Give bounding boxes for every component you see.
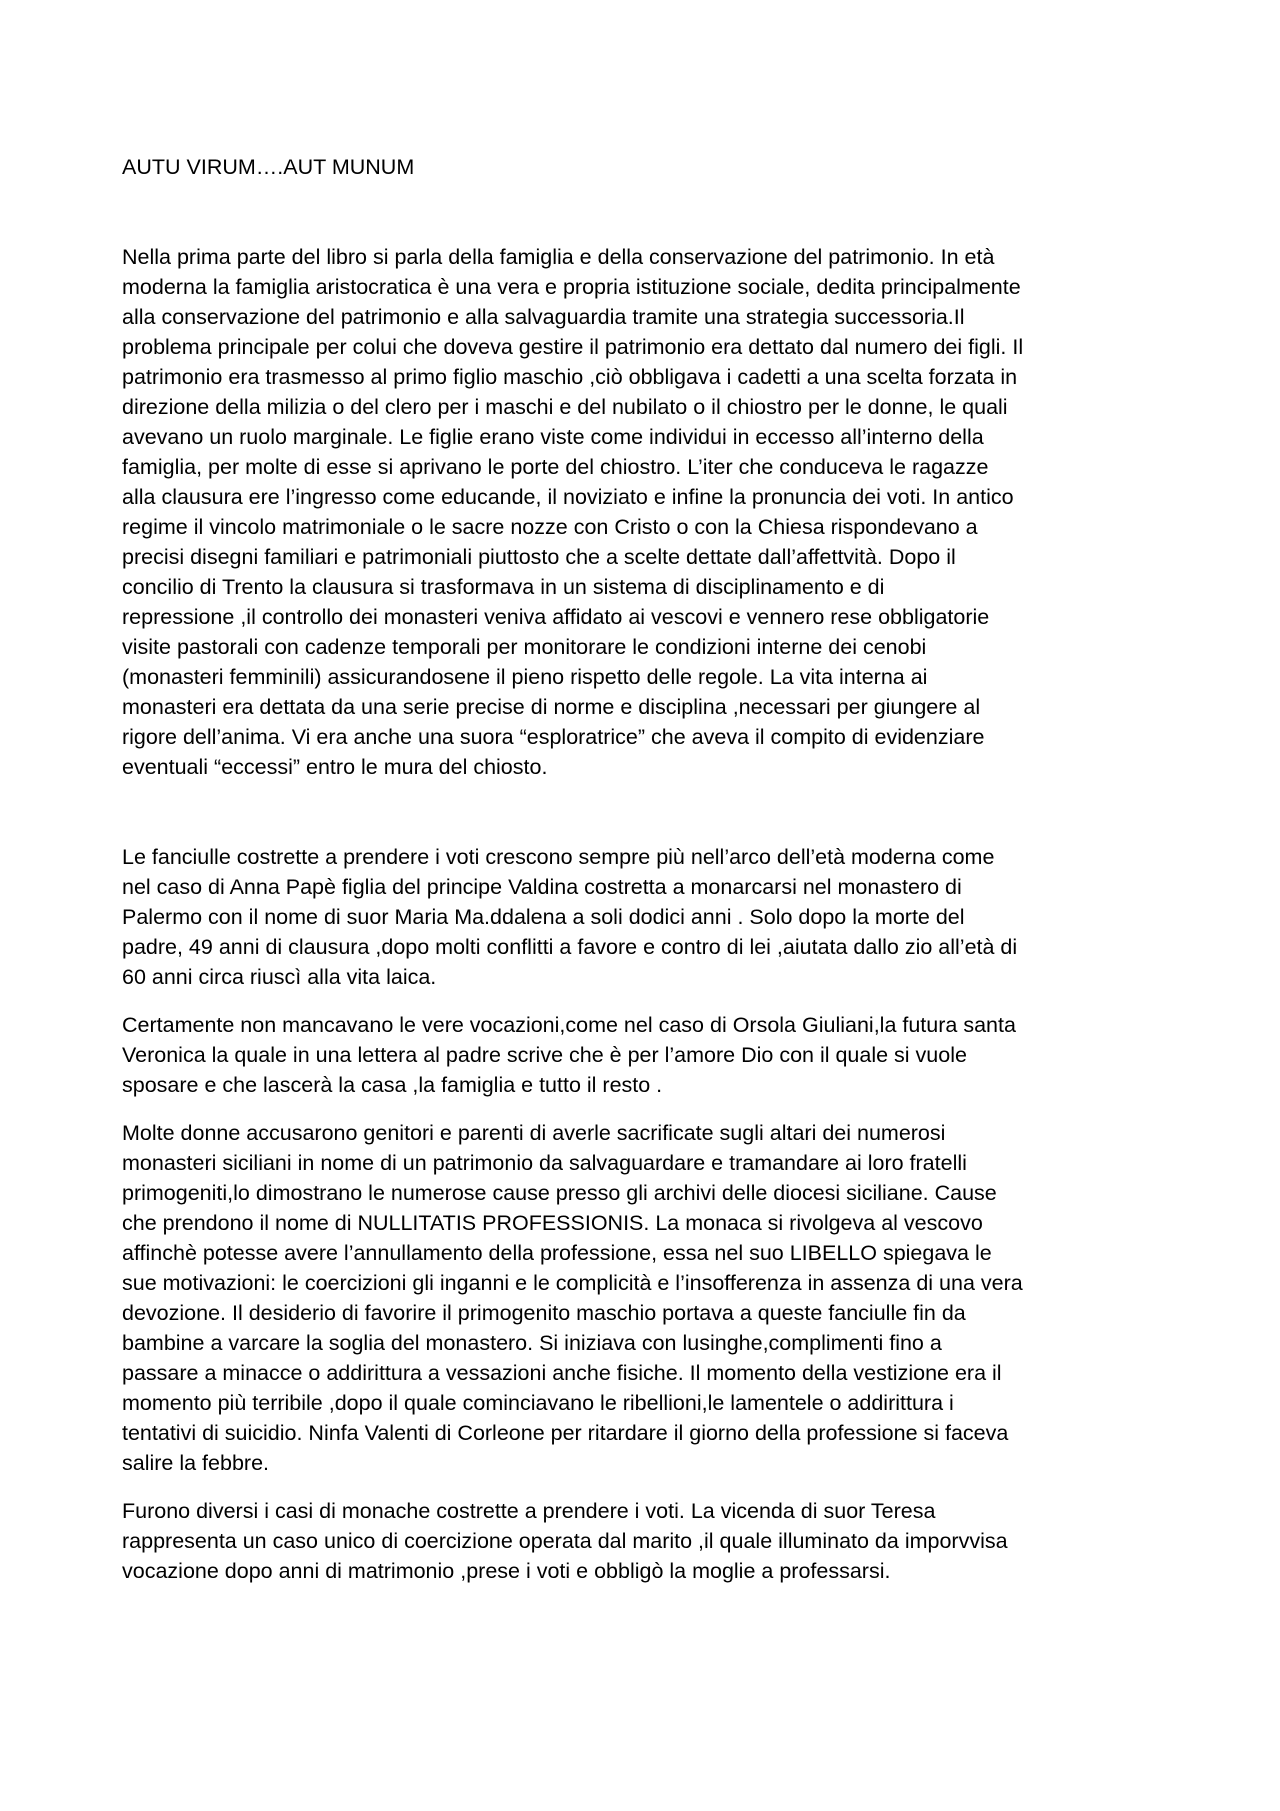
text-line: moderna la famiglia aristocratica è una vera e propria istituzione sociale, dedita principalmente bbox=[122, 275, 1021, 299]
text-line: avevano un ruolo marginale. Le figlie erano viste come individui in eccesso all’interno della bbox=[122, 425, 984, 449]
text-line: alla conservazione del patrimonio e alla salvaguardia tramite una strategia successoria.Il bbox=[122, 305, 965, 329]
text-line: Veronica la quale in una lettera al padre scrive che è per l’amore Dio con il quale si vuole bbox=[122, 1043, 967, 1067]
text-line: famiglia, per molte di esse si aprivano le porte del chiostro. L’iter che conduceva le ragazze bbox=[122, 455, 989, 479]
text-line: rappresenta un caso unico di coercizione operata dal marito ,il quale illuminato da imporvvisa bbox=[122, 1529, 1008, 1553]
text-line: tentativi di suicidio. Ninfa Valenti di Corleone per ritardare il giorno della professione si faceva bbox=[122, 1421, 1009, 1445]
text-line: Furono diversi i casi di monache costrette a prendere i voti. La vicenda di suor Teresa bbox=[122, 1499, 936, 1523]
text-line: Palermo con il nome di suor Maria Ma.ddalena a soli dodici anni . Solo dopo la morte del bbox=[122, 905, 965, 929]
text-line: nel caso di Anna Papè figlia del principe Valdina costretta a monarcarsi nel monastero di bbox=[122, 875, 962, 899]
text-line: alla clausura ere l’ingresso come educande, il noviziato e infine la pronuncia dei voti. In antico bbox=[122, 485, 1014, 509]
text-line: Molte donne accusarono genitori e parenti di averle sacrificate sugli altari dei numerosi bbox=[122, 1121, 946, 1145]
text-line: monasteri siciliani in nome di un patrimonio da salvaguardare e tramandare ai loro fratelli bbox=[122, 1151, 967, 1175]
text-line: direzione della milizia o del clero per i maschi e del nubilato o il chiostro per le donne, le quali bbox=[122, 395, 1008, 419]
text-line: salire la febbre. bbox=[122, 1451, 269, 1475]
text-line: eventuali “eccessi” entro le mura del chiosto. bbox=[122, 755, 548, 779]
text-line: vocazione dopo anni di matrimonio ,prese i voti e obbligò la moglie a professarsi. bbox=[122, 1559, 891, 1583]
text-line: patrimonio era trasmesso al primo figlio maschio ,ciò obbligava i cadetti a una scelta forzata in bbox=[122, 365, 1018, 389]
text-line: (monasteri femminili) assicurandosene il pieno rispetto delle regole. La vita interna ai bbox=[122, 665, 928, 689]
text-line: Certamente non mancavano le vere vocazioni,come nel caso di Orsola Giuliani,la futura santa bbox=[122, 1013, 1016, 1037]
text-line: che prendono il nome di NULLITATIS PROFESSIONIS. La monaca si rivolgeva al vescovo bbox=[122, 1211, 983, 1235]
text-line: precisi disegni familiari e patrimoniali piuttosto che a scelte dettate dall’affettvità. Dopo il bbox=[122, 545, 956, 569]
text-line: bambine a varcare la soglia del monastero. Si iniziava con lusinghe,complimenti fino a bbox=[122, 1331, 942, 1355]
text-line: concilio di Trento la clausura si trasformava in un sistema di disciplinamento e di bbox=[122, 575, 885, 599]
text-line: 60 anni circa riuscì alla vita laica. bbox=[122, 965, 437, 989]
document-body bbox=[122, 152, 1170, 1586]
text-line: affinchè potesse avere l’annullamento della professione, essa nel suo LIBELLO spiegava le bbox=[122, 1241, 992, 1265]
document-title: AUTU VIRUM….AUT MUNUM bbox=[122, 155, 415, 179]
text-line: visite pastorali con cadenze temporali per monitorare le condizioni interne dei cenobi bbox=[122, 635, 927, 659]
text-line: passare a minacce o addirittura a vessazioni anche fisiche. Il momento della vestizione era il bbox=[122, 1361, 1002, 1385]
text-line: devozione. Il desiderio di favorire il primogenito maschio portava a queste fanciulle fin da bbox=[122, 1301, 966, 1325]
text-line: repressione ,il controllo dei monasteri veniva affidato ai vescovi e vennero rese obbligatorie bbox=[122, 605, 990, 629]
text-line: sposare e che lascerà la casa ,la famiglia e tutto il resto . bbox=[122, 1073, 663, 1097]
text-line: sue motivazioni: le coercizioni gli inganni e le complicità e l’insofferenza in assenza di una vera bbox=[122, 1271, 1023, 1295]
paragraph bbox=[122, 1118, 1170, 1478]
text-line: monasteri era dettata da una serie precise di norme e disciplina ,necessari per giungere al bbox=[122, 695, 981, 719]
text-line: padre, 49 anni di clausura ,dopo molti conflitti a favore e contro di lei ,aiutata dallo zio all’età di bbox=[122, 935, 1018, 959]
text-line: rigore dell’anima. Vi era anche una suora “esploratrice” che aveva il compito di evidenziare bbox=[122, 725, 985, 749]
text-line: primogeniti,lo dimostrano le numerose cause presso gli archivi delle diocesi siciliane. Cause bbox=[122, 1181, 997, 1205]
paragraph bbox=[122, 1496, 1170, 1586]
text-line: momento più terribile ,dopo il quale cominciavano le ribellioni,le lamentele o addirittura i bbox=[122, 1391, 954, 1415]
paragraph bbox=[122, 1010, 1170, 1100]
text-line: Nella prima parte del libro si parla della famiglia e della conservazione del patrimonio. In età bbox=[122, 245, 995, 269]
text-line: regime il vincolo matrimoniale o le sacre nozze con Cristo o con la Chiesa rispondevano a bbox=[122, 515, 978, 539]
paragraph bbox=[122, 242, 1170, 782]
text-line: problema principale per colui che doveva gestire il patrimonio era dettato dal numero dei figli. Il bbox=[122, 335, 1024, 359]
paragraph bbox=[122, 842, 1170, 992]
text-line: Le fanciulle costrette a prendere i voti crescono sempre più nell’arco dell’età moderna come bbox=[122, 845, 995, 869]
